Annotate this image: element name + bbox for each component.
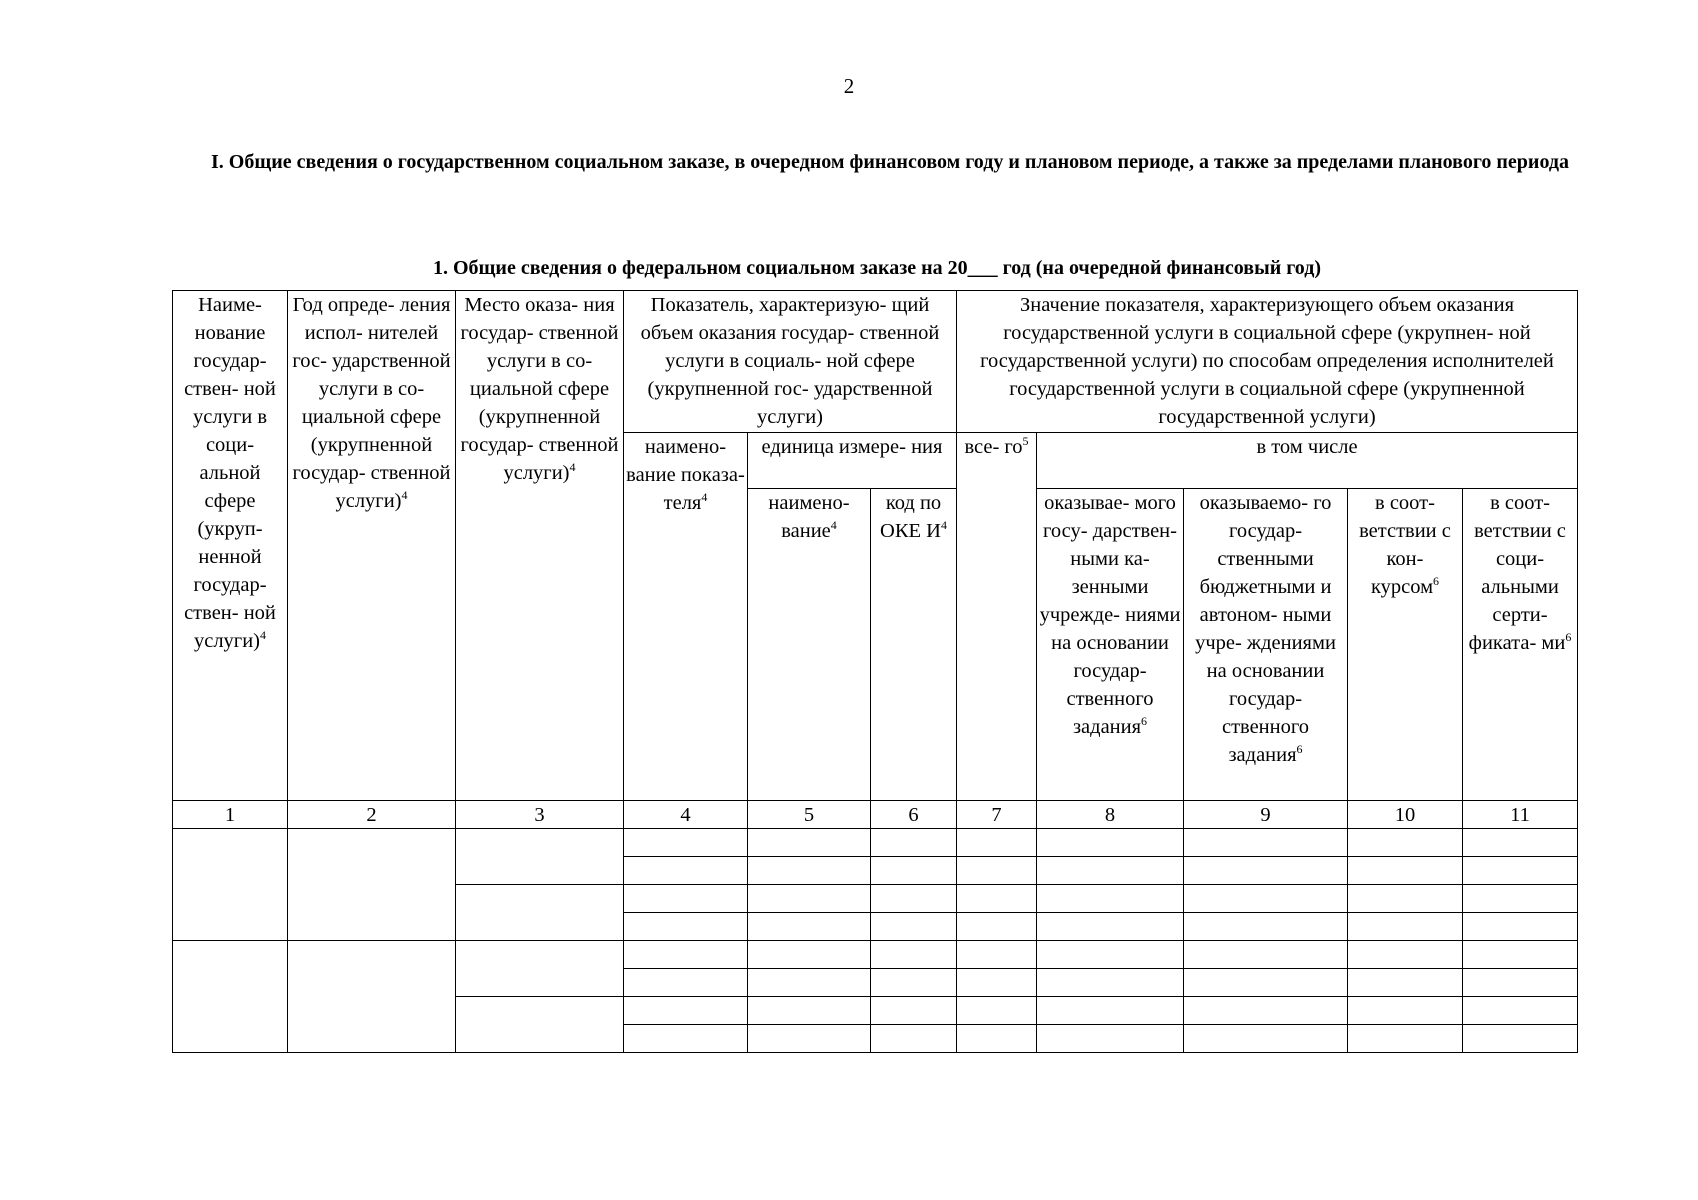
empty-cell	[871, 885, 957, 913]
header-value-group: Значение показателя, характеризующего объем оказания государственной услуги в социальной сфере (укрупнен- ной государственной услуги) по способам определения исполнителей государственной услуги в социальной сфере (укрупненной государственной услуги)	[957, 291, 1578, 433]
empty-cell	[1463, 997, 1578, 1025]
column-number: 4	[624, 801, 748, 829]
column-number: 9	[1184, 801, 1348, 829]
header-okei-code: код по ОКЕ $И^4$	[871, 489, 957, 801]
social-order-table	[172, 290, 1578, 1053]
empty-cell	[1184, 913, 1348, 941]
empty-cell	[748, 885, 871, 913]
empty-cell	[871, 941, 957, 969]
empty-cell	[871, 997, 957, 1025]
column-number: 5	[748, 801, 871, 829]
empty-cell	[1184, 941, 1348, 969]
empty-cell	[624, 885, 748, 913]
empty-cell	[624, 941, 748, 969]
header-service-name: Наиме- нование государ- ствен- ной услуги в соци- альной сфере (укруп- ненной государ- ствен- ной услуги)$^4$	[173, 291, 288, 801]
header-total: все- $го^5$	[957, 433, 1037, 801]
empty-cell	[1184, 1025, 1348, 1053]
empty-cell	[957, 885, 1037, 913]
empty-cell	[957, 913, 1037, 941]
empty-cell	[456, 885, 624, 941]
empty-cell	[1463, 829, 1578, 857]
empty-cell	[957, 997, 1037, 1025]
empty-cell	[748, 941, 871, 969]
header-unit-name: наимено- вание$^4$	[748, 489, 871, 801]
empty-cell	[1348, 857, 1463, 885]
table-row	[173, 829, 1578, 857]
page-number: 2	[843, 74, 855, 98]
empty-cell	[456, 941, 624, 997]
column-number: 10	[1348, 801, 1463, 829]
header-determination-year: Год опреде- ления испол- нителей гос- ударственной услуги в со- циальной сфере (укрупненной государ- ственной услуги)$^4$	[288, 291, 456, 801]
empty-cell	[1348, 969, 1463, 997]
header-by-certificates: в соот- ветствии с соци- альными серти- фиката- $ми^6$	[1463, 489, 1578, 801]
header-indicator-name: наимено- вание показа- теля$^4$	[624, 433, 748, 801]
header-including: в том числе	[1037, 433, 1578, 489]
header-state-treasury-institutions: оказывае- мого госу- дарствен- ными ка- зенными учрежде- ниями на основании государ- ственного задания$^6$	[1037, 489, 1184, 801]
empty-cell	[957, 1025, 1037, 1053]
empty-cell	[871, 1025, 957, 1053]
empty-cell	[957, 941, 1037, 969]
empty-cell	[871, 857, 957, 885]
header-by-tender: в соот- ветствии с кон- курсом$^6$	[1348, 489, 1463, 801]
empty-cell	[1184, 997, 1348, 1025]
empty-cell	[456, 829, 624, 885]
empty-cell	[871, 913, 957, 941]
empty-cell	[1463, 941, 1578, 969]
empty-cell	[288, 829, 456, 941]
column-number: 3	[456, 801, 624, 829]
section-title: I. Общие сведения о государственном социальном заказе, в очередном финансовом году и плановом периоде, а также за пределами планового периода	[211, 151, 1569, 173]
column-number: 6	[871, 801, 957, 829]
empty-cell	[288, 941, 456, 1053]
empty-cell	[748, 829, 871, 857]
empty-cell	[456, 997, 624, 1053]
empty-cell	[1037, 913, 1184, 941]
empty-cell	[1037, 969, 1184, 997]
empty-cell	[1463, 857, 1578, 885]
empty-cell	[1184, 969, 1348, 997]
empty-cell	[871, 969, 957, 997]
empty-cell	[1348, 1025, 1463, 1053]
column-number: 7	[957, 801, 1037, 829]
empty-cell	[871, 829, 957, 857]
empty-cell	[1037, 829, 1184, 857]
table-row	[173, 941, 1578, 969]
empty-cell	[624, 1025, 748, 1053]
column-number: 11	[1463, 801, 1578, 829]
empty-cell	[1463, 885, 1578, 913]
column-number: 8	[1037, 801, 1184, 829]
empty-cell	[957, 969, 1037, 997]
empty-cell	[748, 913, 871, 941]
empty-cell	[748, 1025, 871, 1053]
empty-cell	[1348, 885, 1463, 913]
header-indicator-group: Показатель, характеризую- щий объем оказания государ- ственной услуги в социаль- ной сфере (укрупненной гос- ударственной услуги)	[624, 291, 957, 433]
empty-cell	[748, 857, 871, 885]
header-budget-autonomous-institutions: оказываемо- го государ- ственными бюджетными и автоном- ными учре- ждениями на основании государ- ственного задания$^6$	[1184, 489, 1348, 801]
empty-cell	[748, 969, 871, 997]
header-service-place: Место оказа- ния государ- ственной услуги в со- циальной сфере (укрупненной государ- ственной услуги)$^4$	[456, 291, 624, 801]
empty-cell	[173, 941, 288, 1053]
empty-cell	[624, 969, 748, 997]
empty-cell	[1348, 829, 1463, 857]
column-number: 1	[173, 801, 288, 829]
empty-cell	[957, 857, 1037, 885]
empty-cell	[173, 829, 288, 941]
empty-cell	[624, 997, 748, 1025]
empty-cell	[1463, 1025, 1578, 1053]
empty-cell	[1037, 1025, 1184, 1053]
empty-cell	[1037, 941, 1184, 969]
empty-cell	[1037, 997, 1184, 1025]
empty-cell	[1348, 941, 1463, 969]
empty-cell	[1463, 969, 1578, 997]
empty-cell	[1184, 857, 1348, 885]
empty-cell	[624, 857, 748, 885]
header-unit-group: единица измере- ния	[748, 433, 957, 489]
empty-cell	[957, 829, 1037, 857]
empty-cell	[1348, 997, 1463, 1025]
empty-cell	[1184, 885, 1348, 913]
empty-cell	[1463, 913, 1578, 941]
empty-cell	[748, 997, 871, 1025]
empty-cell	[1348, 913, 1463, 941]
empty-cell	[1037, 857, 1184, 885]
empty-cell	[624, 829, 748, 857]
empty-cell	[624, 913, 748, 941]
empty-cell	[1184, 829, 1348, 857]
column-number: 2	[288, 801, 456, 829]
empty-cell	[1037, 885, 1184, 913]
table-title: 1. Общие сведения о федеральном социальном заказе на 20___ год (на очередной финансовый год)	[432, 257, 1322, 279]
